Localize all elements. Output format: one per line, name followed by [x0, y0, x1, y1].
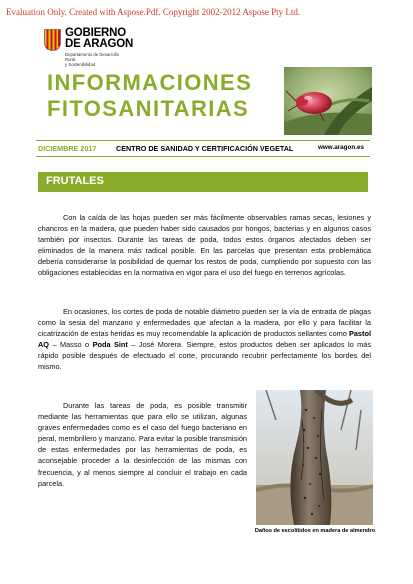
p2-text-c: – José Morera. Siempre, estos productos deben ser aplicados lo más rápido posible después de efectuado el corte, procurando recubrir perfectamente los bordes del mismo.	[38, 340, 371, 372]
page-title-line2: FITOSANITARIAS	[47, 96, 250, 121]
paragraph-pruning-waste: Con la caída de las hojas pueden ser más fácilmente observables ramas secas, lesiones y chancros en la madera, que pueden haber sido causados por hongos, bacterias y en algunos casos también por insectos. Durante las tareas de poda, todos estos órganos afectados deben ser eliminados de la manera más radical posible. En las parcelas que presentan esta problemática debería considerarse la posibilidad de quemar los restos de poda, cumpliendo por supuesto con las obligaciones establecidas en la normativa en vigor para el uso del fuego en terrenos agrícolas.	[38, 213, 371, 278]
website-link[interactable]: www.aragon.es	[318, 144, 364, 151]
logo-sub2: y Sostenibilidad	[65, 62, 96, 67]
logo-sub1: Departamento de Desarrollo Rural	[65, 52, 119, 62]
paragraph-tool-disinfection: Durante las tareas de poda, es posible transmitir mediante las herramientas que para ello se utilizan, algunas graves enfermedades como es el caso del fuego bacteriano en peral, membrillero y manzano. Para evitar la posible transmisión de estas enfermedades por las herramientas de poda, es aconsejable proceder a la desinfección de las mismas con frecuencia, y al menos siempre al concluir el trabajo en cada parcela.	[38, 401, 247, 488]
bottom-rule	[36, 156, 370, 157]
section-header-frutales	[38, 172, 368, 192]
issue-date: DICIEMBRE 2017	[38, 144, 97, 153]
almond-bark-photo	[256, 390, 373, 525]
page-title-line1: INFORMACIONES	[47, 70, 253, 95]
logo-line2: DE ARAGON	[65, 38, 134, 50]
product-poda-sint: Poda Sint	[92, 340, 128, 350]
p2-text-b: – Masso o	[49, 340, 93, 350]
product-pastol: Pastol AQ	[38, 329, 371, 350]
logo-title	[65, 28, 133, 50]
logo-subtitle	[65, 52, 125, 67]
page-title	[47, 70, 252, 122]
photo-caption: Daños de escolítidos en madera de almendro	[254, 528, 376, 534]
watermark-text: Evaluation Only. Created with Aspose.Pdf. Copyright 2002-2012 Aspose Pty Ltd.	[6, 7, 301, 17]
top-rule	[36, 140, 370, 141]
section-title: FRUTALES	[46, 175, 104, 187]
insect-on-leaf-photo	[284, 67, 372, 135]
p2-text-a: En ocasiones, los cortes de poda de notable diámetro pueden ser la vía de entrada de plagas como la sesia del manzano y enfermedades que afectan a la madera, por ello y para facilitar la cicatrización de estas heridas es muy recomendable la aplicación de productos sellantes como	[38, 307, 371, 339]
logo-line1: GOBIERNO	[65, 27, 127, 39]
gobierno-aragon-logo	[44, 28, 164, 66]
paragraph-sealing-products	[38, 306, 371, 373]
aragon-shield-icon	[44, 29, 61, 51]
center-name: CENTRO DE SANIDAD Y CERTIFICACIÓN VEGETAL	[116, 144, 294, 153]
